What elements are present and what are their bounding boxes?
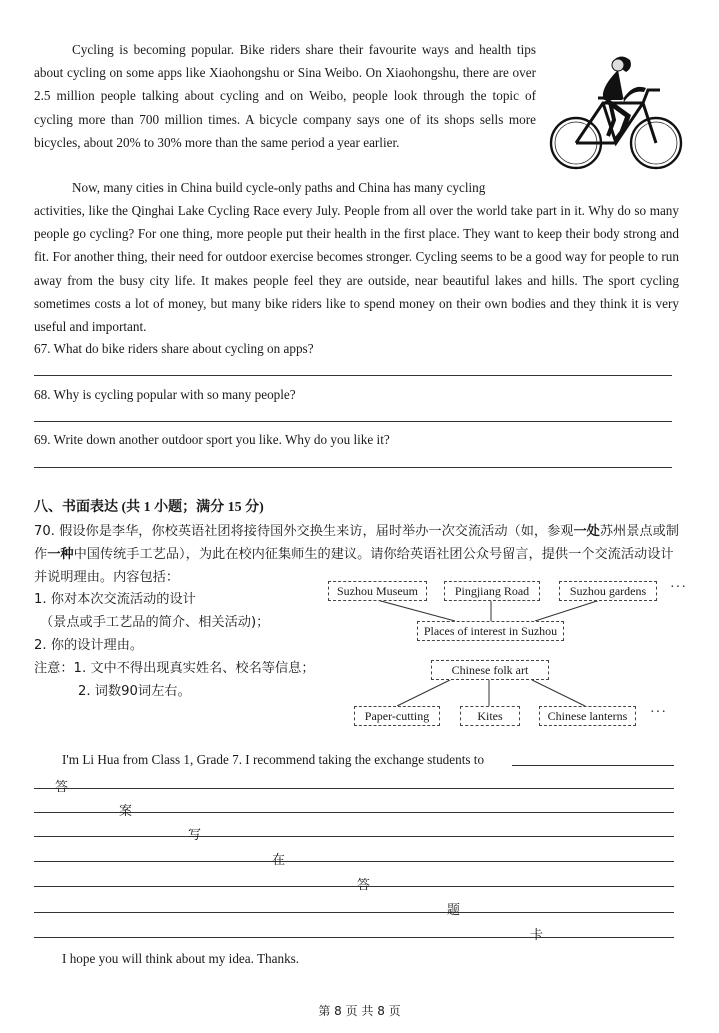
answer-line-opening[interactable] bbox=[512, 765, 674, 766]
passage-paragraph-1: Cycling is becoming popular. Bike riders share their favourite ways and health tips about cycling on some apps like Xiaohongshu or Sina Weibo. On Xiaohongshu, there are over 2.5 million people talking about cycling and on Weibo, people look through the topic of cycling more than 700 million times. A bicycle company says one of its shops sells more bicycles, about 20% to 30% more than the same period a year earlier. bbox=[34, 42, 536, 150]
answer-line-67[interactable] bbox=[34, 375, 672, 376]
answer-mark: 答 bbox=[357, 878, 371, 893]
answer-mark: 答 bbox=[55, 780, 69, 795]
writing-line[interactable] bbox=[34, 788, 674, 789]
writing-prompt: 70. 假设你是李华，你校英语社团将接待国外交换生来访，届时举办一次交流活动（如，参观一处苏州景点或制作一种中国传统手工艺品），为此在校内征集师生的建议。请你给英语社团公众号留言，提供一个交流活动设计并说明理由。内容包括： bbox=[34, 524, 679, 585]
passage-paragraph-2-first-line: Now, many cities in China build cycle-only paths and China has many cycling bbox=[72, 180, 486, 195]
answer-mark: 案 bbox=[119, 804, 133, 819]
note-1: 注意：1. 文中不得出现真实姓名、校名等信息； bbox=[34, 661, 315, 676]
diagram-box-suzhou-gardens: Suzhou gardens bbox=[559, 581, 657, 601]
diagram-box-suzhou-museum: Suzhou Museum bbox=[328, 581, 427, 601]
diagram-box-pingjiang-road: Pingjiang Road bbox=[444, 581, 540, 601]
writing-line[interactable] bbox=[34, 836, 674, 837]
section-title: 八、书面表达 (共 1 小题；满分 15 分) bbox=[34, 500, 264, 515]
cyclist-illustration bbox=[548, 40, 688, 178]
answer-mark: 写 bbox=[188, 828, 202, 843]
writing-line[interactable] bbox=[34, 912, 674, 913]
diagram-center-places: Places of interest in Suzhou bbox=[417, 621, 564, 641]
answer-mark: 在 bbox=[272, 853, 286, 868]
answer-line-69[interactable] bbox=[34, 467, 672, 468]
question-69: 69. Write down another outdoor sport you like. Why do you like it? bbox=[34, 432, 390, 447]
writing-line[interactable] bbox=[34, 886, 674, 887]
writing-line[interactable] bbox=[34, 861, 674, 862]
passage-paragraph-2: activities, like the Qinghai Lake Cycling Race every July. People from all over the world take part in it. Why do so many people go cycling? For one thing, more people put their health in the first place. They want to keep their body strong and fit. For another thing, their need for outdoor exercise becomes stronger. Cycling seems to be a good way for people to run away from the busy city life. It makes people feel they are outside, near beautiful lakes and hills. The sport cycling sometimes costs a lot of money, but many bike riders like to spend money on their own bodies and they think it is very useful and important. bbox=[34, 203, 679, 335]
question-67: 67. What do bike riders share about cycling on apps? bbox=[34, 341, 314, 356]
diagram-center-folk-art: Chinese folk art bbox=[431, 660, 549, 680]
diagram-box-paper-cutting: Paper-cutting bbox=[354, 706, 440, 726]
diagram-ellipsis-top: ··· bbox=[670, 580, 687, 595]
requirement-2: 2. 你的设计理由。 bbox=[34, 638, 144, 653]
writing-opening: I'm Li Hua from Class 1, Grade 7. I recommend taking the exchange students to bbox=[62, 752, 485, 767]
diagram-box-kites: Kites bbox=[460, 706, 520, 726]
answer-line-68[interactable] bbox=[34, 421, 672, 422]
answer-mark: 卡 bbox=[530, 928, 544, 943]
requirement-1: 1. 你对本次交流活动的设计 bbox=[34, 592, 196, 607]
answer-mark: 题 bbox=[447, 903, 461, 918]
writing-closing: I hope you will think about my idea. Thanks. bbox=[62, 951, 300, 966]
writing-line[interactable] bbox=[34, 937, 674, 938]
requirement-1-sub: （景点或手工艺品的简介、相关活动)； bbox=[40, 615, 270, 630]
diagram-box-chinese-lanterns: Chinese lanterns bbox=[539, 706, 636, 726]
note-2: 2. 词数90词左右。 bbox=[78, 684, 191, 699]
question-68: 68. Why is cycling popular with so many people? bbox=[34, 387, 296, 402]
diagram-ellipsis-bottom: ··· bbox=[650, 705, 667, 720]
page-footer: 第 8 页 共 8 页 bbox=[318, 1004, 401, 1018]
